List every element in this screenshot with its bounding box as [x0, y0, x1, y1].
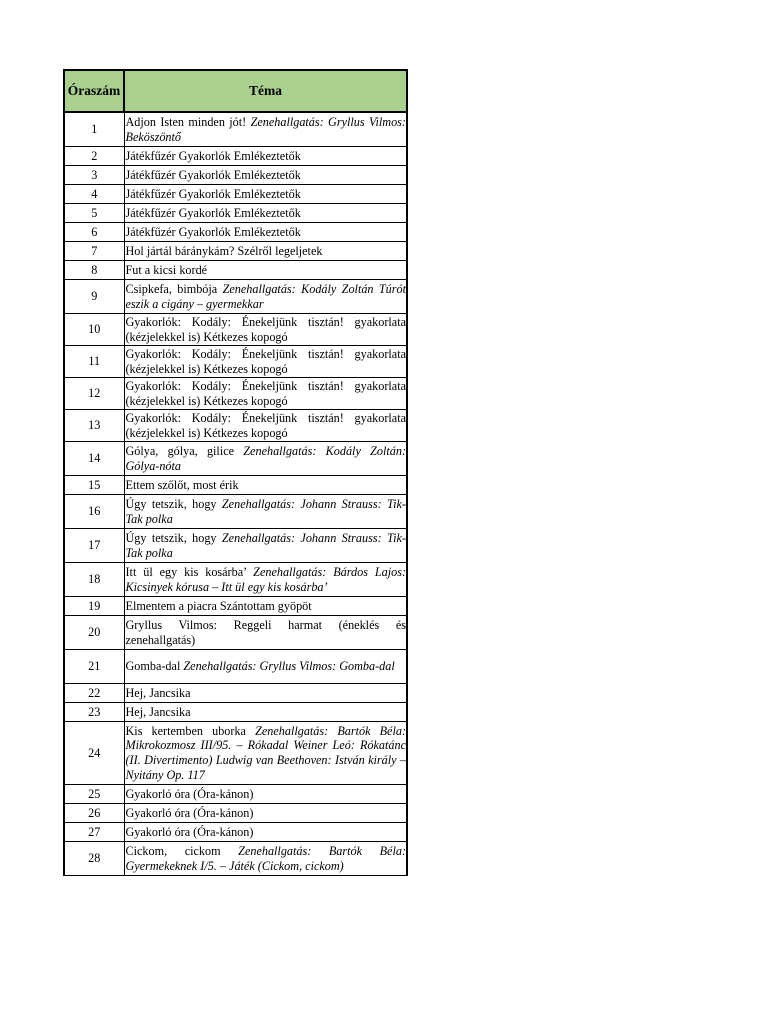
lesson-topic: Elmentem a piacra Szántottam gyöpöt — [124, 597, 407, 616]
lesson-number: 20 — [64, 616, 124, 650]
lesson-number: 5 — [64, 204, 124, 223]
lesson-topic: Játékfűzér Gyakorlók Emlékeztetők — [124, 204, 407, 223]
table-row — [64, 204, 407, 223]
table-row — [64, 346, 407, 378]
lesson-number: 9 — [64, 280, 124, 314]
lesson-number: 3 — [64, 166, 124, 185]
lesson-number: 23 — [64, 703, 124, 722]
table-row — [64, 242, 407, 261]
table-row — [64, 703, 407, 722]
lesson-topic: Játékfűzér Gyakorlók Emlékeztetők — [124, 185, 407, 204]
lesson-topic: Gyakorló óra (Óra-kánon) — [124, 804, 407, 823]
lesson-number: 18 — [64, 563, 124, 597]
lesson-topic: Gryllus Vilmos: Reggeli harmat (éneklés és zenehallgatás) — [124, 616, 407, 650]
table-row — [64, 223, 407, 242]
lesson-number: 27 — [64, 823, 124, 842]
lesson-topic: Kis kertemben uborka Zenehallgatás: Bartók Béla: Mikrokozmosz III/95. – Rókadal Weiner Leó: Rókatánc (II. Divertimento) Ludwig van Beethoven: István király – Nyitány Op. 117 — [124, 722, 407, 785]
lesson-topic: Úgy tetszik, hogy Zenehallgatás: Johann Strauss: Tik-Tak polka — [124, 495, 407, 529]
table-row — [64, 597, 407, 616]
lesson-number: 24 — [64, 722, 124, 785]
table-row — [64, 804, 407, 823]
header-topic: Téma — [124, 70, 407, 112]
table-row — [64, 823, 407, 842]
lesson-topic: Csipkefa, bimbója Zenehallgatás: Kodály Zoltán Túrót eszik a cigány – gyermekkar — [124, 280, 407, 314]
lesson-plan-table — [63, 69, 408, 876]
lesson-topic: Gomba-dal Zenehallgatás: Gryllus Vilmos: Gomba-dal — [124, 650, 407, 684]
lesson-number: 17 — [64, 529, 124, 563]
table-row — [64, 563, 407, 597]
lesson-number: 12 — [64, 378, 124, 410]
lesson-number: 11 — [64, 346, 124, 378]
table-row — [64, 185, 407, 204]
lesson-number: 10 — [64, 314, 124, 346]
lesson-number: 15 — [64, 476, 124, 495]
lesson-number: 1 — [64, 112, 124, 147]
lesson-number: 25 — [64, 785, 124, 804]
lesson-topic: Játékfűzér Gyakorlók Emlékeztetők — [124, 147, 407, 166]
lesson-number: 8 — [64, 261, 124, 280]
table-row — [64, 684, 407, 703]
table-row — [64, 166, 407, 185]
table-row — [64, 147, 407, 166]
lesson-topic: Játékfűzér Gyakorlók Emlékeztetők — [124, 223, 407, 242]
lesson-number: 4 — [64, 185, 124, 204]
table-row — [64, 378, 407, 410]
lesson-topic: Gyakorlók: Kodály: Énekeljünk tisztán! gyakorlata (kézjelekkel is) Kétkezes kopogó — [125, 378, 406, 408]
table-row — [64, 261, 407, 280]
table-row — [64, 616, 407, 650]
table-row — [64, 650, 407, 684]
table-row — [64, 495, 407, 529]
lesson-topic: Ettem szőlőt, most érik — [124, 476, 407, 495]
table-row — [64, 722, 407, 785]
lesson-number: 16 — [64, 495, 124, 529]
lesson-number: 2 — [64, 147, 124, 166]
table-row — [64, 842, 407, 876]
lesson-number: 7 — [64, 242, 124, 261]
lesson-number: 19 — [64, 597, 124, 616]
lesson-number: 6 — [64, 223, 124, 242]
lesson-number: 13 — [64, 410, 124, 442]
lesson-topic: Itt ül egy kis kosárba’ Zenehallgatás: Bárdos Lajos: Kicsinyek kórusa – Itt ül egy kis kosárba’ — [124, 563, 407, 597]
table-header-row — [64, 70, 407, 112]
lesson-number: 14 — [64, 442, 124, 476]
lesson-number: 28 — [64, 842, 124, 876]
table-row — [64, 529, 407, 563]
header-lesson-number: Óraszám — [64, 70, 124, 112]
lesson-number: 26 — [64, 804, 124, 823]
table-body — [64, 112, 407, 876]
lesson-topic: Gólya, gólya, gilice Zenehallgatás: Kodály Zoltán: Gólya-nóta — [124, 442, 407, 476]
lesson-topic: Gyakorlók: Kodály: Énekeljünk tisztán! gyakorlata (kézjelekkel is) Kétkezes kopogó — [125, 410, 406, 440]
lesson-topic: Hej, Jancsika — [124, 703, 407, 722]
lesson-topic: Gyakorló óra (Óra-kánon) — [124, 823, 407, 842]
table-row — [64, 112, 407, 147]
lesson-topic: Gyakorlók: Kodály: Énekeljünk tisztán! gyakorlata (kézjelekkel is) Kétkezes kopogó — [125, 314, 406, 344]
lesson-topic: Játékfűzér Gyakorlók Emlékeztetők — [124, 166, 407, 185]
lesson-topic: Úgy tetszik, hogy Zenehallgatás: Johann Strauss: Tik-Tak polka — [124, 529, 407, 563]
table-row — [64, 314, 407, 346]
lesson-number: 21 — [64, 650, 124, 684]
lesson-topic: Gyakorlók: Kodály: Énekeljünk tisztán! gyakorlata (kézjelekkel is) Kétkezes kopogó — [125, 346, 406, 376]
lesson-number: 22 — [64, 684, 124, 703]
table-row — [64, 280, 407, 314]
lesson-topic: Gyakorló óra (Óra-kánon) — [124, 785, 407, 804]
table-row — [64, 442, 407, 476]
table-row — [64, 410, 407, 442]
lesson-topic: Hej, Jancsika — [124, 684, 407, 703]
lesson-topic: Adjon Isten minden jót! Zenehallgatás: Gryllus Vilmos: Beköszöntő — [124, 112, 407, 147]
lesson-topic: Hol jártál báránykám? Szélről legeljetek — [124, 242, 407, 261]
lesson-topic: Fut a kicsi kordé — [124, 261, 407, 280]
table-row — [64, 476, 407, 495]
table-row — [64, 785, 407, 804]
lesson-topic: Cickom, cickom Zenehallgatás: Bartók Béla: Gyermekeknek I/5. – Játék (Cickom, cickom) — [124, 842, 407, 876]
